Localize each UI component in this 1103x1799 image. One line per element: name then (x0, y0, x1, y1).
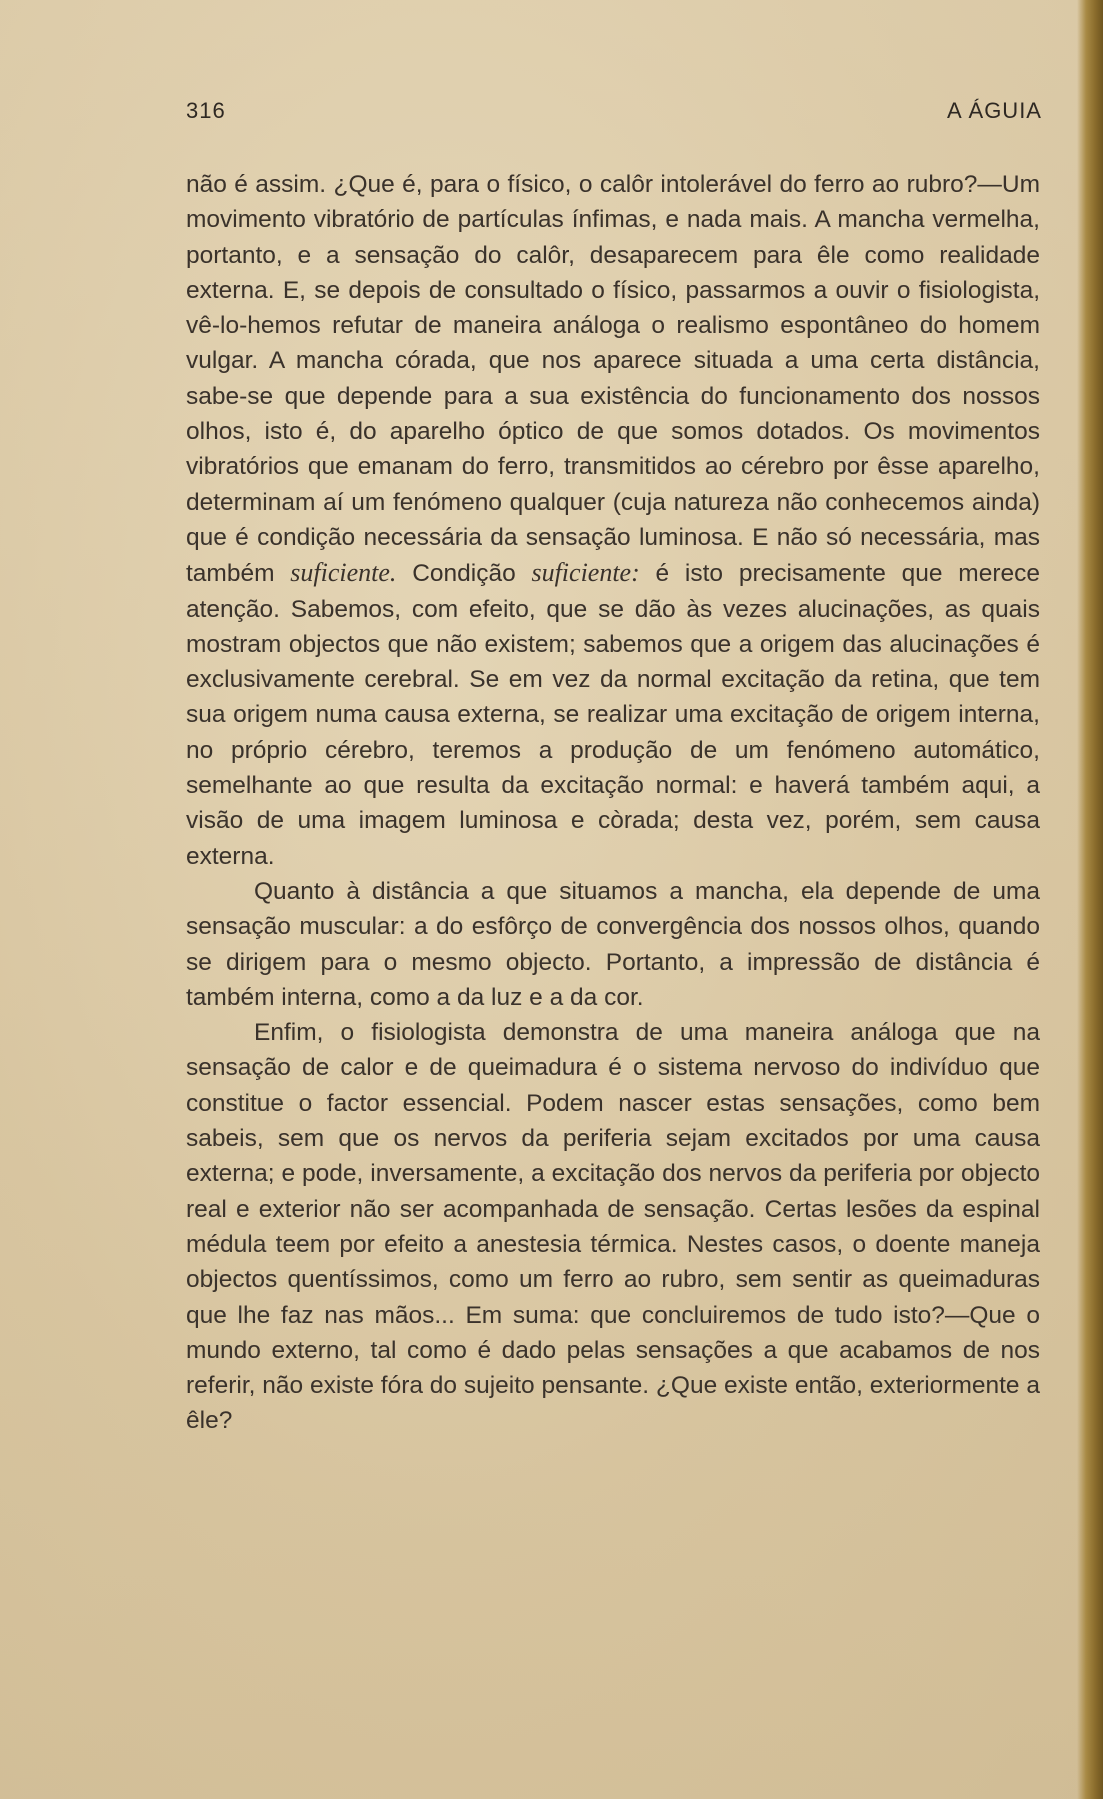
journal-title: A ÁGUIA (946, 98, 1042, 123)
paragraph-3: Enfim, o fisiologista demonstra de uma maneira análoga que na sensação de calor e de queimadura é o sistema nervoso do indivíduo que constitue o factor essencial. Podem nascer estas sensações, como bem sabeis, sem que os nervos da periferia sejam excitados por uma causa externa; e pode, inversamente, a excitação dos nervos da periferia por objecto real e exterior não ser acompanhada de sensação. Certas lesões da espinal médula teem por efeito a anestesia térmica. Nestes casos, o doente maneja objectos quentíssimos, como um ferro ao rubro, sem sentir as queimaduras que lhe faz nas mãos... Em suma: que concluiremos de tudo isto?—Que o mundo externo, tal como é dado pelas sensações a que acabamos de nos referir, não existe fóra do sujeito pensante. ¿Que existe então, exteriormente a êle? (186, 1019, 1040, 1435)
emphasis-suficiente-1: suficiente. (290, 558, 397, 588)
paragraph-1-part-2: Condição (396, 560, 532, 588)
body-text (186, 167, 1040, 1439)
emphasis-suficiente-2: suficiente: (531, 558, 640, 588)
paragraph-2: Quanto à distância a que situamos a mancha, ela depende de uma sensação muscular: a do esfôrço de convergência dos nossos olhos, quando se dirigem para o mesmo objecto. Portanto, a impressão de distância é também interna, como a da luz e a da cor. (186, 877, 1040, 1011)
page-edge-shadow (1077, 0, 1103, 1799)
paragraph-1-part-1: não é assim. ¿Que é, para o físico, o calôr intolerável do ferro ao rubro?—Um movimento vibratório de partículas ínfimas, e nada mais. A mancha vermelha, portanto, e a sensação do calôr, desaparecem para êle como realidade externa. E, se depois de consultado o físico, passarmos a ouvir o fisiologista, vê-lo-hemos refutar de maneira análoga o realismo espontâneo do homem vulgar. A mancha córada, que nos aparece situada a uma certa distância, sabe-se que depende para a sua existência do funcionamento dos nossos olhos, isto é, do aparelho óptico de que somos dotados. Os movimentos vibratórios que emanam do ferro, transmitidos ao cérebro por êsse aparelho, determinam aí um fenómeno qualquer (cuja natureza não conhecemos ainda) que é condição necessária da sensação luminosa. E não só necessária, mas também (186, 171, 1040, 588)
running-header (186, 98, 1042, 128)
paragraph-1 (186, 167, 1040, 874)
page-number: 316 (186, 98, 226, 123)
paragraph-1-part-3: é isto precisamente que merece atenção. Sabemos, com efeito, que se dão às vezes alucinações, as quais mostram objectos que não existem; sabemos que a origem das alucinações é exclusivamente cerebral. Se em vez da normal excitação da retina, que tem sua origem numa causa externa, se realizar uma excitação de origem interna, no próprio cérebro, teremos a produção de um fenómeno automático, semelhante ao que resulta da excitação normal: e haverá também aqui, a visão de uma imagem luminosa e còrada; desta vez, porém, sem causa externa. (186, 560, 1040, 870)
